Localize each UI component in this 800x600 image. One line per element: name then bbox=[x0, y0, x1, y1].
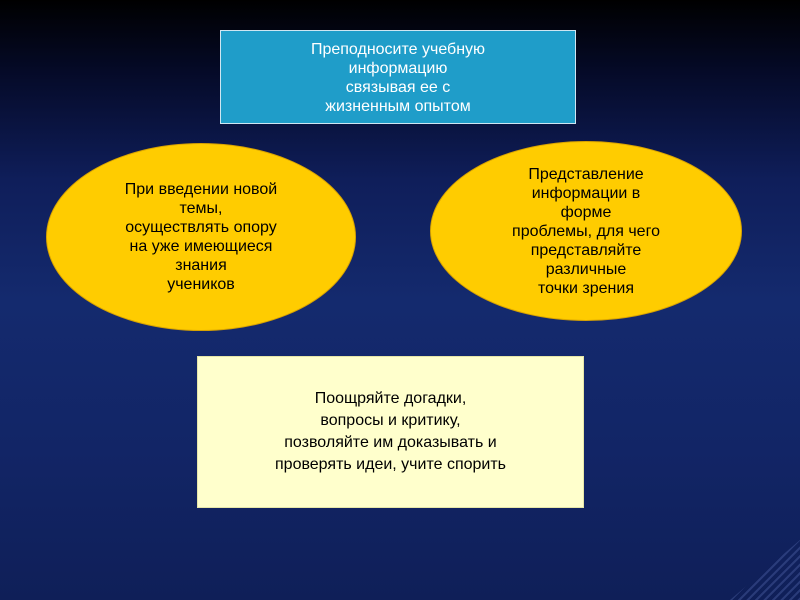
right-ellipse bbox=[430, 141, 742, 321]
right-ellipse-text: Представление информации в форме проблемы, для чего представляйте различные точки зрения bbox=[512, 165, 660, 297]
left-ellipse-text: При введении новой темы, осуществлять опору на уже имеющиеся знания учеников bbox=[124, 181, 278, 293]
top-box-text: Преподносите учебную информацию связывая ее с жизненным опытом bbox=[310, 41, 486, 115]
corner-decoration bbox=[730, 540, 800, 600]
top-info-box bbox=[220, 30, 576, 124]
bottom-info-box bbox=[197, 356, 584, 508]
bottom-box-text: Поощряйте догадки, вопросы и критику, позволяйте им доказывать и проверять идеи, учите спорить bbox=[275, 390, 506, 473]
left-ellipse bbox=[46, 143, 356, 331]
